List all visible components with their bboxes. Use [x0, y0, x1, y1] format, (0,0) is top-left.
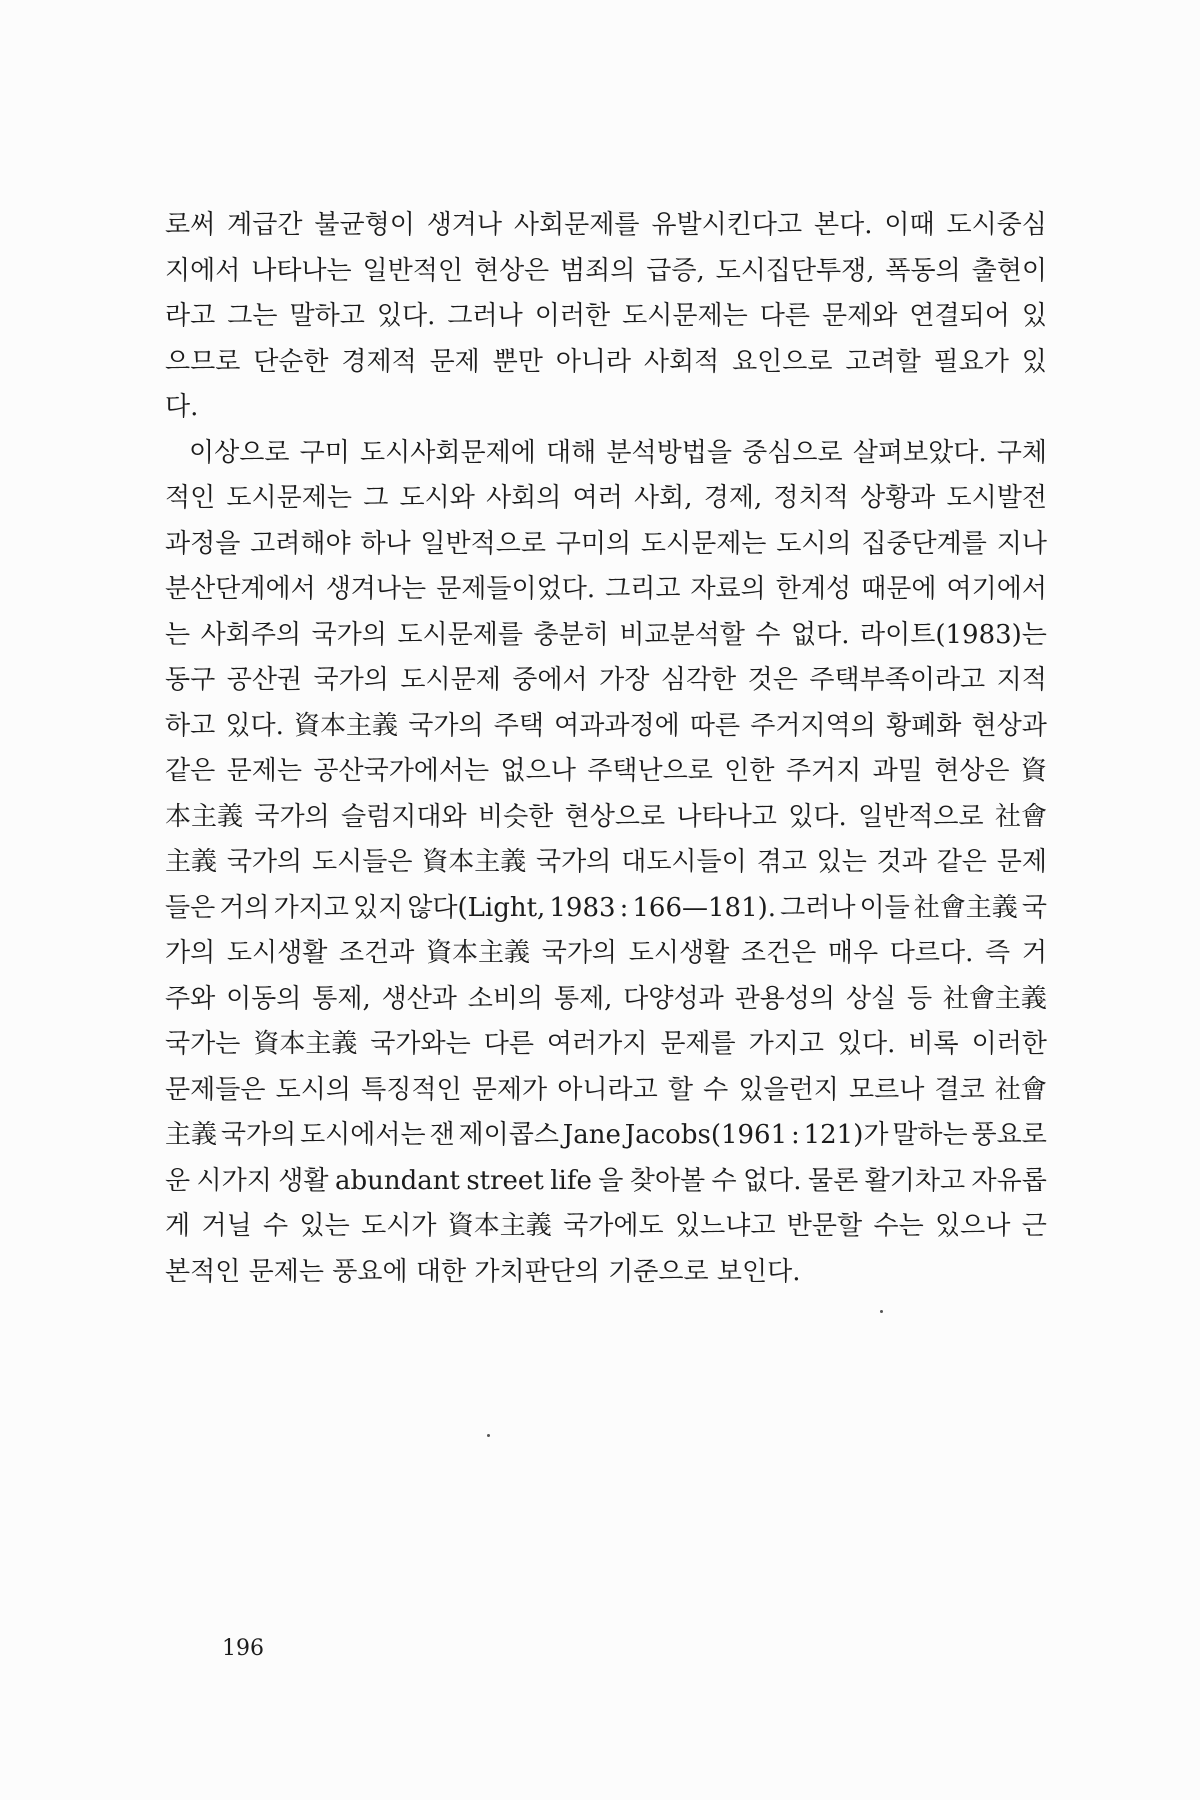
word: 통제, — [553, 983, 613, 1014]
word: 거 — [1021, 938, 1047, 968]
word: 조건과 — [339, 938, 415, 968]
word: 여러가지 — [546, 1029, 648, 1059]
word: 그는 — [227, 301, 278, 331]
word: 않다(Light, — [407, 892, 546, 923]
word: 문제 — [996, 847, 1047, 877]
word: 수 — [755, 619, 781, 650]
text-line: 다. — [165, 392, 199, 422]
word: 없다. — [791, 619, 850, 650]
word: 도시문제는 — [226, 483, 353, 513]
word: 필요가 — [933, 346, 1009, 377]
word: 있을런지 — [738, 1074, 839, 1105]
word: 그리고 — [605, 574, 681, 604]
word: 황폐화 — [886, 710, 962, 741]
word: 라이트(1983)는 — [860, 619, 1047, 650]
word: 물론 — [807, 1165, 859, 1196]
word: 있다. — [376, 301, 436, 331]
word: 구체 — [996, 437, 1047, 468]
word: 지적 — [996, 665, 1047, 695]
word: 여러 — [572, 483, 623, 513]
text-line — [165, 749, 1047, 795]
word: 살펴보았다. — [852, 437, 987, 468]
word: 수 — [263, 1211, 289, 1241]
word: 도시가 — [361, 1211, 437, 1241]
word: 가지고 — [273, 892, 349, 923]
word: 있지 — [352, 892, 404, 923]
word: 있는 — [299, 1211, 350, 1241]
word: 유발시킨다고 — [651, 210, 803, 240]
text-line — [165, 977, 1047, 1023]
word: 정치적 — [773, 483, 849, 513]
word: 과정을 — [165, 528, 241, 559]
text-line — [165, 1204, 1047, 1250]
word: 단순한 — [253, 346, 329, 377]
word: 나타나는 — [251, 255, 352, 286]
word: 심각한 — [660, 665, 737, 695]
word: 분산단계에서 — [165, 574, 316, 604]
word: 찾아볼 — [629, 1165, 706, 1196]
word: 국가의 — [254, 801, 330, 832]
word: 게 — [165, 1211, 191, 1241]
word: 도시들은 — [311, 847, 413, 877]
word: 중에서 — [512, 665, 588, 695]
word: 주택난으로 — [587, 756, 713, 786]
word: 국가의 — [311, 619, 387, 650]
text-line — [165, 886, 1047, 932]
word: 따른 — [689, 710, 741, 741]
word: 일반적으로 — [420, 528, 546, 559]
word: 근 — [1021, 1211, 1047, 1241]
word: 문제 — [429, 346, 480, 377]
word: 도시중심 — [946, 210, 1047, 240]
word: 그 — [363, 483, 389, 513]
word: 있다. — [788, 801, 847, 832]
word: 국가의 — [541, 938, 618, 968]
word: 이때 — [884, 210, 935, 240]
word: 말하는 — [892, 1120, 968, 1150]
word: 계급간 — [227, 210, 303, 240]
text-line — [165, 203, 1047, 249]
text-line — [165, 340, 1047, 386]
word: 로써 — [165, 210, 216, 240]
word: 국가의 — [536, 847, 612, 877]
word: 가장 — [599, 665, 650, 695]
word: 일반적인 — [362, 255, 463, 286]
word: 있으나 — [935, 1211, 1011, 1241]
word: 대도시들이 — [621, 847, 747, 877]
word: 들은 — [165, 892, 216, 923]
word: 나타나고 — [676, 801, 777, 832]
word: 으므로 — [165, 346, 241, 377]
word: 이들 — [859, 892, 910, 923]
text-line — [165, 1068, 1047, 1114]
word: 다르다. — [889, 938, 974, 968]
word: 本主義 — [165, 801, 244, 832]
word: 공산국가에서는 — [313, 756, 490, 786]
word: 관용성의 — [734, 983, 836, 1014]
word: 이동의 — [226, 983, 302, 1014]
word: 국가의 — [408, 710, 484, 741]
word: 즉 — [985, 938, 1011, 968]
word: Jane — [562, 1120, 621, 1150]
word: 도시의 — [776, 528, 852, 559]
word: 경제, — [703, 483, 763, 513]
word: 문제가 — [471, 1074, 548, 1105]
word: 있다. — [836, 1029, 896, 1059]
word: 국가의 — [226, 847, 303, 877]
text-line — [165, 1113, 1047, 1159]
word: 풍요로 — [971, 1120, 1047, 1150]
word: 구미 — [299, 437, 350, 468]
word: 사회주의 — [200, 619, 302, 650]
word: 사회의 — [486, 483, 562, 513]
text-line — [165, 1159, 1047, 1205]
word: 도시문제를 — [397, 619, 523, 650]
word: abundant — [334, 1165, 460, 1196]
word: 대해 — [545, 437, 597, 468]
word: 이러한 — [971, 1029, 1047, 1059]
word: 같은 — [936, 847, 987, 877]
word: 비교분석할 — [619, 619, 745, 650]
word: 자료의 — [690, 574, 766, 604]
word: 사회문제를 — [513, 210, 640, 240]
body-text — [165, 203, 1047, 1295]
word: 도시발전 — [946, 483, 1047, 513]
word: life — [550, 1165, 592, 1196]
word: 제이콥스 — [458, 1120, 559, 1150]
word: 국가의 — [313, 665, 389, 695]
word: 주거지역의 — [750, 710, 876, 741]
word: 경제적 — [341, 346, 417, 377]
word: 있 — [1021, 301, 1047, 331]
word: Jacobs(1961 — [624, 1120, 788, 1150]
word: 때문에 — [861, 574, 937, 604]
word: 있 — [1021, 346, 1047, 377]
word: 121)가 — [803, 1120, 889, 1150]
word: 현상으로 — [564, 801, 666, 832]
word: 활기차고 — [864, 1165, 966, 1196]
word: 하나 — [360, 528, 411, 559]
word: 도시의 — [275, 1074, 351, 1105]
word: 지나 — [996, 528, 1047, 559]
word: 요인으로 — [732, 346, 833, 377]
word: 있느냐고 — [674, 1211, 776, 1241]
word: 국가의 — [220, 1120, 297, 1150]
word: 것과 — [876, 847, 927, 877]
word: 主義 — [165, 847, 218, 877]
word: 인한 — [724, 756, 775, 786]
word: 말하고 — [289, 301, 365, 331]
text-line — [165, 476, 1047, 522]
word: 資本主義 — [422, 847, 527, 877]
word: 없다. — [743, 1165, 802, 1196]
word: 그러나 — [447, 301, 523, 331]
word: 문제를 — [660, 1029, 736, 1059]
word: 는 — [165, 619, 191, 650]
word: 주거지 — [785, 756, 862, 786]
word: 적인 — [165, 483, 216, 513]
word: 통제, — [312, 983, 371, 1014]
text-line — [165, 795, 1047, 841]
word: 문제와 — [822, 301, 898, 331]
word: 비록 — [908, 1029, 959, 1059]
text-line — [165, 567, 1047, 613]
word: 社會 — [994, 801, 1047, 832]
word: 결코 — [934, 1074, 985, 1105]
word: 있는 — [816, 847, 867, 877]
word: 있다. — [225, 710, 284, 741]
word: 가지고 — [748, 1029, 824, 1059]
word: 범죄의 — [560, 255, 636, 286]
word: 도시집단투쟁, — [715, 255, 875, 286]
word: 시가지 — [196, 1165, 272, 1196]
word: 자유롭 — [971, 1165, 1047, 1196]
text-line: 본적인 문제는 풍요에 대한 가치판단의 기준으로 보인다. — [165, 1256, 801, 1287]
word: 資本主義 — [253, 1029, 358, 1059]
word: 아니라 — [555, 346, 632, 377]
word: 모르나 — [848, 1074, 925, 1105]
word: 비슷한 — [477, 801, 554, 832]
word: 집중단계를 — [861, 528, 987, 559]
word: 국가는 — [165, 1029, 241, 1059]
word: 社會主義 — [942, 983, 1047, 1014]
word: 도시에서는 — [300, 1120, 426, 1150]
word: 資本主義 — [447, 1211, 552, 1241]
word: 다양성과 — [623, 983, 724, 1014]
word: 주와 — [165, 983, 216, 1014]
word: 문제들이었다. — [436, 574, 596, 604]
word: 겪고 — [756, 847, 807, 877]
word: 주택부족이라고 — [809, 665, 986, 695]
word: 을 — [598, 1165, 624, 1196]
word: 국가에도 — [563, 1211, 664, 1241]
word: 생산과 — [381, 983, 457, 1014]
word: 반문할 — [786, 1211, 863, 1241]
text-line — [165, 613, 1047, 659]
word: 소비의 — [467, 983, 544, 1014]
word: 생겨나 — [426, 210, 503, 240]
word: 동구 — [165, 665, 216, 695]
word: 조건은 — [740, 938, 817, 968]
scan-speck — [880, 1310, 883, 1313]
word: 중심으로 — [742, 437, 843, 468]
word: 도시문제는 — [622, 301, 748, 331]
word: 충분히 — [533, 619, 609, 650]
word: : — [790, 1120, 800, 1150]
word: street — [466, 1165, 544, 1196]
text-line — [165, 658, 1047, 704]
word: 라고 — [165, 301, 216, 331]
text-line — [165, 704, 1047, 750]
text-line — [165, 249, 1047, 295]
word: 불균형이 — [314, 210, 415, 240]
word: 현상은 — [934, 756, 1010, 786]
word: 생겨나는 — [325, 574, 427, 604]
word: 폭동의 — [885, 255, 961, 286]
text-line — [165, 840, 1047, 886]
word: 일반적으로 — [858, 801, 984, 832]
word: 主義 — [165, 1120, 218, 1150]
word: 문제들은 — [165, 1074, 266, 1105]
word: 가의 — [165, 938, 216, 968]
word: 거닐 — [201, 1211, 252, 1241]
word: 특징적인 — [361, 1074, 462, 1105]
word: 資本主義 — [426, 938, 531, 968]
word: 거의 — [219, 892, 270, 923]
word: 다른 — [483, 1029, 534, 1059]
word: 고려할 — [845, 346, 921, 377]
word: 사회, — [634, 483, 693, 513]
word: 1983 — [549, 892, 616, 923]
word: 생활 — [278, 1165, 329, 1196]
word: 국 — [1021, 892, 1047, 923]
page-number: 196 — [222, 1636, 264, 1661]
word: 다른 — [759, 301, 810, 331]
word: 연결되어 — [909, 301, 1010, 331]
word: 수는 — [873, 1211, 924, 1241]
word: 잰 — [429, 1120, 455, 1150]
word: 도시문제는 — [640, 528, 767, 559]
word: 166—181). — [632, 892, 777, 923]
word: 도시생활 — [226, 938, 328, 968]
word: 社會主義 — [913, 892, 1018, 923]
text-line — [165, 431, 1047, 477]
word: 문제는 — [226, 756, 302, 786]
word: 같은 — [165, 756, 216, 786]
word: 하고 — [165, 710, 216, 741]
word: 과밀 — [872, 756, 923, 786]
word: 그러나 — [780, 892, 856, 923]
word: 공산권 — [226, 665, 303, 695]
word: 뿐만 — [492, 346, 543, 377]
word: 주택 — [493, 710, 544, 741]
word: 수 — [711, 1165, 737, 1196]
word: 한계성 — [775, 574, 852, 604]
word: 상실 — [845, 983, 897, 1014]
word: 사회적 — [643, 346, 720, 377]
word: 급증, — [646, 255, 705, 286]
word: 없으나 — [500, 756, 576, 786]
word: 등 — [906, 983, 933, 1014]
word: 고려해야 — [250, 528, 351, 559]
word: 슬럼지대와 — [341, 801, 467, 832]
word: 본다. — [813, 210, 873, 240]
word: 여과과정에 — [554, 710, 680, 741]
word: 할 — [667, 1074, 693, 1105]
word: 資 — [1020, 756, 1047, 786]
word: 분석방법을 — [606, 437, 732, 468]
word: 매우 — [827, 938, 879, 968]
text-line — [165, 931, 1047, 977]
word: 도시생활 — [628, 938, 730, 968]
word: 여기에서 — [946, 574, 1047, 604]
word: 아니라고 — [557, 1074, 658, 1105]
word: 현상은 — [473, 255, 550, 286]
word: 것은 — [747, 665, 798, 695]
word: 도시문제 — [400, 665, 501, 695]
word: 구미의 — [555, 528, 632, 559]
text-line — [165, 294, 1047, 340]
word: 도시와 — [399, 483, 475, 513]
word: 社會 — [994, 1074, 1047, 1105]
word: 상황과 — [859, 483, 936, 513]
word: 운 — [165, 1165, 191, 1196]
word: 국가와는 — [370, 1029, 471, 1059]
word: 수 — [703, 1074, 729, 1105]
word: 출현이 — [971, 255, 1047, 286]
text-line — [165, 1022, 1047, 1068]
word: 지에서 — [165, 255, 241, 286]
word: 도시사회문제에 — [360, 437, 536, 468]
word: 이러한 — [534, 301, 611, 331]
word: 資本主義 — [294, 710, 399, 741]
text-line — [165, 522, 1047, 568]
word: 현상과 — [971, 710, 1047, 741]
word: 이상으로 — [189, 437, 290, 468]
word: : — [619, 892, 629, 923]
scan-speck — [487, 1434, 490, 1437]
